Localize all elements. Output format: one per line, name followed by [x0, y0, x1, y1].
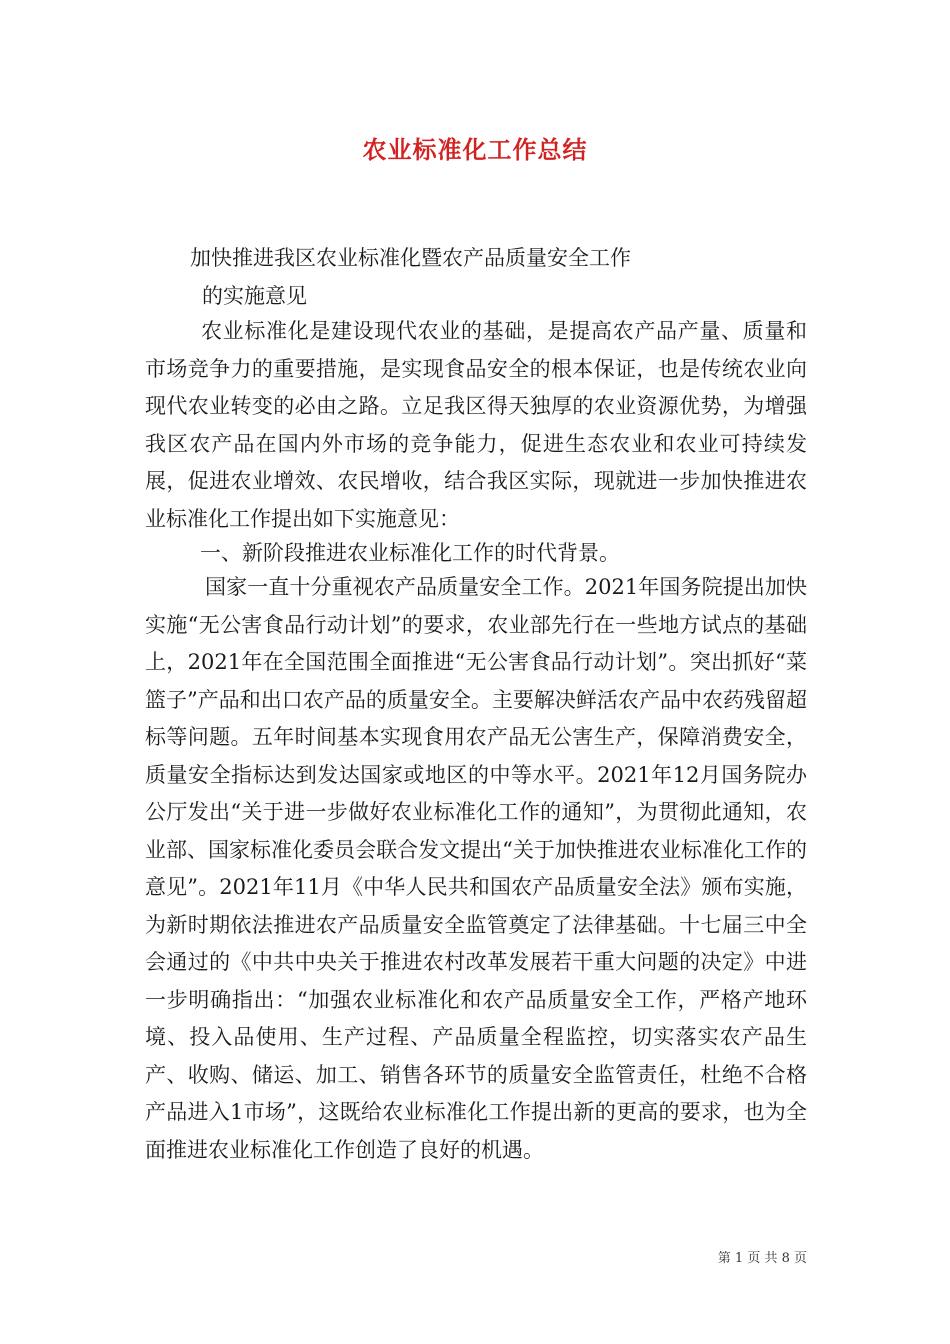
subtitle-line-2: 的实施意见 — [202, 284, 307, 308]
subtitle-line-1: 加快推进我区农业标准化暨农产品质量安全工作 — [190, 246, 631, 270]
page-number: 第 1 页 共 8 页 — [717, 1251, 807, 1266]
paragraph-intro: 农业标准化是建设现代农业的基础，是提高农产品产量、质量和市场竞争力的重要措施，是实现食品安全的根本保证，也是传统农业向现代农业转变的必由之路。立足我区得天独厚的农业资源优势，为增强我区农产品在国内外市场的竞争能力，促进生态农业和农业可持续发展，促进农业增效、农民增收，结合我区实际，现就进一步加快推进农业标准化工作提出如下实施意见： — [145, 319, 807, 531]
document-title: 农业标准化工作总结 — [362, 135, 588, 164]
section-heading-1: 一、新阶段推进农业标准化工作的时代背景。 — [200, 541, 620, 565]
paragraph-background: 国家一直十分重视农产品质量安全工作。2021年国务院提出加快实施“无公害食品行动计划”的要求，农业部先行在一些地方试点的基础上，2021年在全国范围全面推进“无公害食品行动计划”。突出抓好“菜篮子”产品和出口农产品的质量安全。主要解决鲜活农产品中农药残留超标等问题。五年时间基本实现食用农产品无公害生产，保障消费安全，质量安全指标达到发达国家或地区的中等水平。2021年12月国务院办公厅发出“关于进一步做好农业标准化工作的通知”，为贯彻此通知，农业部、国家标准化委员会联合发文提出“关于加快推进农业标准化工作的意见”。2021年11月《中华人民共和国农产品质量安全法》颁布实施，为新时期依法推进农产品质量安全监管奠定了法律基础。十七届三中全会通过的《中共中央关于推进农村改革发展若干重大问题的决定》中进一步明确指出：“加强农业标准化和农产品质量安全工作，严格产地环境、投入品使用、生产过程、产品质量全程监控，切实落实农产品生产、收购、储运、加工、销售各环节的质量安全监管责任，杜绝不合格产品进入1市场”，这既给农业标准化工作提出新的更高的要求，也为全面推进农业标准化工作创造了良好的机遇。 — [145, 575, 807, 1162]
